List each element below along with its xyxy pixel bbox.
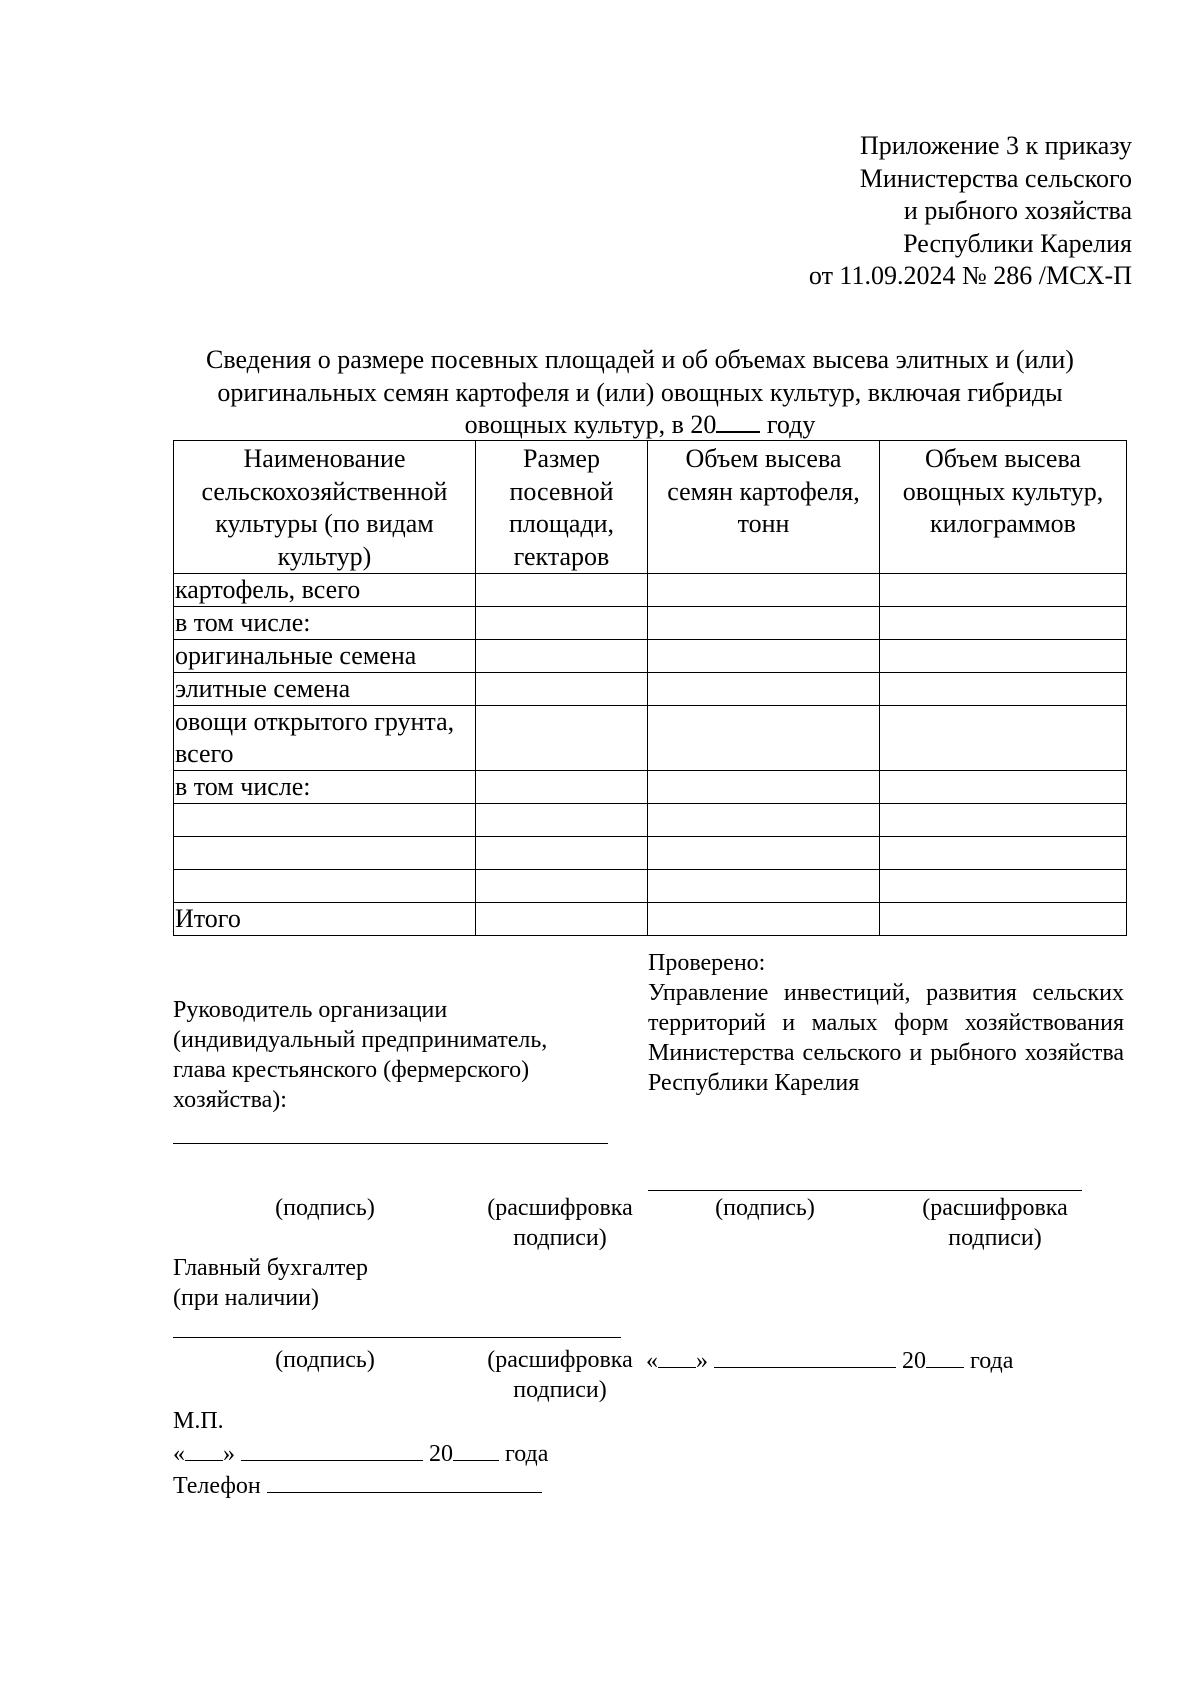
vegetable-cell[interactable] — [880, 837, 1127, 870]
annex-line: от 11.09.2024 № 286 /МСХ-П — [808, 261, 1132, 290]
year-blank[interactable] — [926, 1345, 964, 1368]
table-header-row — [174, 441, 1127, 574]
annex-line: Министерства сельского — [859, 163, 1132, 193]
month-blank[interactable] — [714, 1345, 896, 1368]
checked-label: Проверено: — [648, 950, 766, 976]
table-row — [174, 607, 1127, 640]
potato-cell[interactable] — [648, 903, 880, 936]
vegetable-cell[interactable] — [880, 640, 1127, 673]
header-potato-volume: Объем высева семян картофеля, тонн — [648, 441, 880, 574]
annex-header — [640, 130, 1132, 293]
quote-close: » — [223, 1441, 235, 1467]
decoding-line: подписи) — [948, 1225, 1042, 1251]
vegetable-cell[interactable] — [880, 673, 1127, 706]
quote-open: « — [173, 1441, 185, 1467]
title-line: Сведения о размере посевных площадей и об объемах высева элитных и (или) — [206, 345, 1074, 374]
decoding-line: (расшифровка — [487, 1195, 633, 1221]
accountant-block — [173, 1253, 473, 1313]
row-label: картофель, всего — [174, 574, 476, 607]
potato-cell[interactable] — [648, 771, 880, 804]
area-cell[interactable] — [476, 870, 648, 903]
vegetable-cell[interactable] — [880, 706, 1127, 771]
year-prefix: 20 — [429, 1441, 453, 1467]
row-label: Итого — [174, 903, 476, 936]
row-label: в том числе: — [174, 607, 476, 640]
area-cell[interactable] — [476, 574, 648, 607]
ministry-signature-line[interactable] — [648, 1190, 1082, 1191]
phone-label: Телефон — [173, 1473, 261, 1499]
table-row — [174, 771, 1127, 804]
accountant-decoding-caption — [470, 1345, 650, 1405]
head-line: (индивидуальный предприниматель, — [173, 1027, 548, 1053]
accountant-line: Главный бухгалтер — [173, 1255, 368, 1281]
table-row — [174, 870, 1127, 903]
head-line: Руководитель организации — [173, 997, 448, 1023]
accountant-signature-caption: (подпись) — [275, 1347, 375, 1373]
area-cell[interactable] — [476, 673, 648, 706]
quote-open: « — [646, 1348, 658, 1374]
head-signature-line[interactable] — [173, 1143, 608, 1144]
area-cell[interactable] — [476, 903, 648, 936]
phone-blank[interactable] — [267, 1470, 542, 1493]
annex-line: и рыбного хозяйства — [903, 196, 1132, 225]
row-label: овощи открытого грунта, всего — [174, 706, 476, 771]
accountant-signature-line[interactable] — [173, 1337, 621, 1338]
vegetable-cell[interactable] — [880, 607, 1127, 640]
area-cell[interactable] — [476, 771, 648, 804]
year-suffix: года — [970, 1348, 1014, 1374]
checked-text: Управление инвестиций, развития сельских территорий и малых форм хозяйствования Министерства сельского и рыбного хозяйства Республики Карелия — [648, 980, 1124, 1096]
table-row — [174, 903, 1127, 936]
table-row — [174, 837, 1127, 870]
row-label[interactable] — [174, 804, 476, 837]
day-blank[interactable] — [658, 1345, 696, 1368]
decoding-line: подписи) — [513, 1377, 607, 1403]
table-row — [174, 673, 1127, 706]
year-blank[interactable] — [716, 409, 760, 433]
stamp-label: М.П. — [173, 1408, 224, 1434]
title-line3-end: году — [766, 410, 816, 439]
head-decoding-caption — [470, 1193, 650, 1253]
potato-cell[interactable] — [648, 706, 880, 771]
ministry-signature-caption: (подпись) — [715, 1195, 815, 1221]
day-blank[interactable] — [185, 1438, 223, 1461]
header-crop-name: Наименование сельскохозяйственной культуры (по видам культур) — [174, 441, 476, 574]
annex-line: Республики Карелия — [903, 228, 1132, 258]
potato-cell[interactable] — [648, 870, 880, 903]
month-blank[interactable] — [241, 1438, 423, 1461]
ministry-decoding-caption — [905, 1193, 1085, 1253]
potato-cell[interactable] — [648, 837, 880, 870]
title-line: оригинальных семян картофеля и (или) овощных культур, включая гибриды — [217, 377, 1063, 407]
year-prefix: 20 — [902, 1348, 926, 1374]
title-line — [160, 409, 1120, 442]
organization-date — [173, 1438, 623, 1469]
seeding-table — [173, 440, 1127, 936]
potato-cell[interactable] — [648, 607, 880, 640]
annex-line: Приложение 3 к приказу — [859, 131, 1132, 160]
table-row — [174, 706, 1127, 771]
potato-cell[interactable] — [648, 673, 880, 706]
row-label: оригинальные семена — [174, 640, 476, 673]
ministry-date — [646, 1345, 1096, 1376]
title-line3-start: овощных культур, в 20 — [464, 410, 717, 439]
vegetable-cell[interactable] — [880, 771, 1127, 804]
vegetable-cell[interactable] — [880, 903, 1127, 936]
table-row — [174, 640, 1127, 673]
head-signature-caption: (подпись) — [275, 1195, 375, 1221]
head-line: глава крестьянского (фермерского) — [173, 1057, 530, 1083]
row-label: в том числе: — [174, 771, 476, 804]
year-blank[interactable] — [453, 1438, 499, 1461]
area-cell[interactable] — [476, 706, 648, 771]
header-area: Размер посевной площади, гектаров — [476, 441, 648, 574]
header-vegetable-volume: Объем высева овощных культур, килограммов — [880, 441, 1127, 574]
decoding-line: подписи) — [513, 1225, 607, 1251]
row-label[interactable] — [174, 870, 476, 903]
vegetable-cell[interactable] — [880, 804, 1127, 837]
area-cell[interactable] — [476, 837, 648, 870]
potato-cell[interactable] — [648, 574, 880, 607]
vegetable-cell[interactable] — [880, 574, 1127, 607]
area-cell[interactable] — [476, 607, 648, 640]
row-label: элитные семена — [174, 673, 476, 706]
table-row — [174, 574, 1127, 607]
decoding-line: (расшифровка — [487, 1347, 633, 1373]
vegetable-cell[interactable] — [880, 870, 1127, 903]
document-title — [160, 344, 1120, 442]
area-cell[interactable] — [476, 804, 648, 837]
phone-line — [173, 1470, 623, 1501]
potato-cell[interactable] — [648, 804, 880, 837]
table-row — [174, 804, 1127, 837]
quote-close: » — [696, 1348, 708, 1374]
head-block — [173, 995, 613, 1115]
area-cell[interactable] — [476, 640, 648, 673]
head-line: хозяйства): — [173, 1087, 287, 1113]
potato-cell[interactable] — [648, 640, 880, 673]
accountant-line: (при наличии) — [173, 1285, 319, 1311]
row-label[interactable] — [174, 837, 476, 870]
year-suffix: года — [505, 1441, 549, 1467]
decoding-line: (расшифровка — [922, 1195, 1068, 1221]
